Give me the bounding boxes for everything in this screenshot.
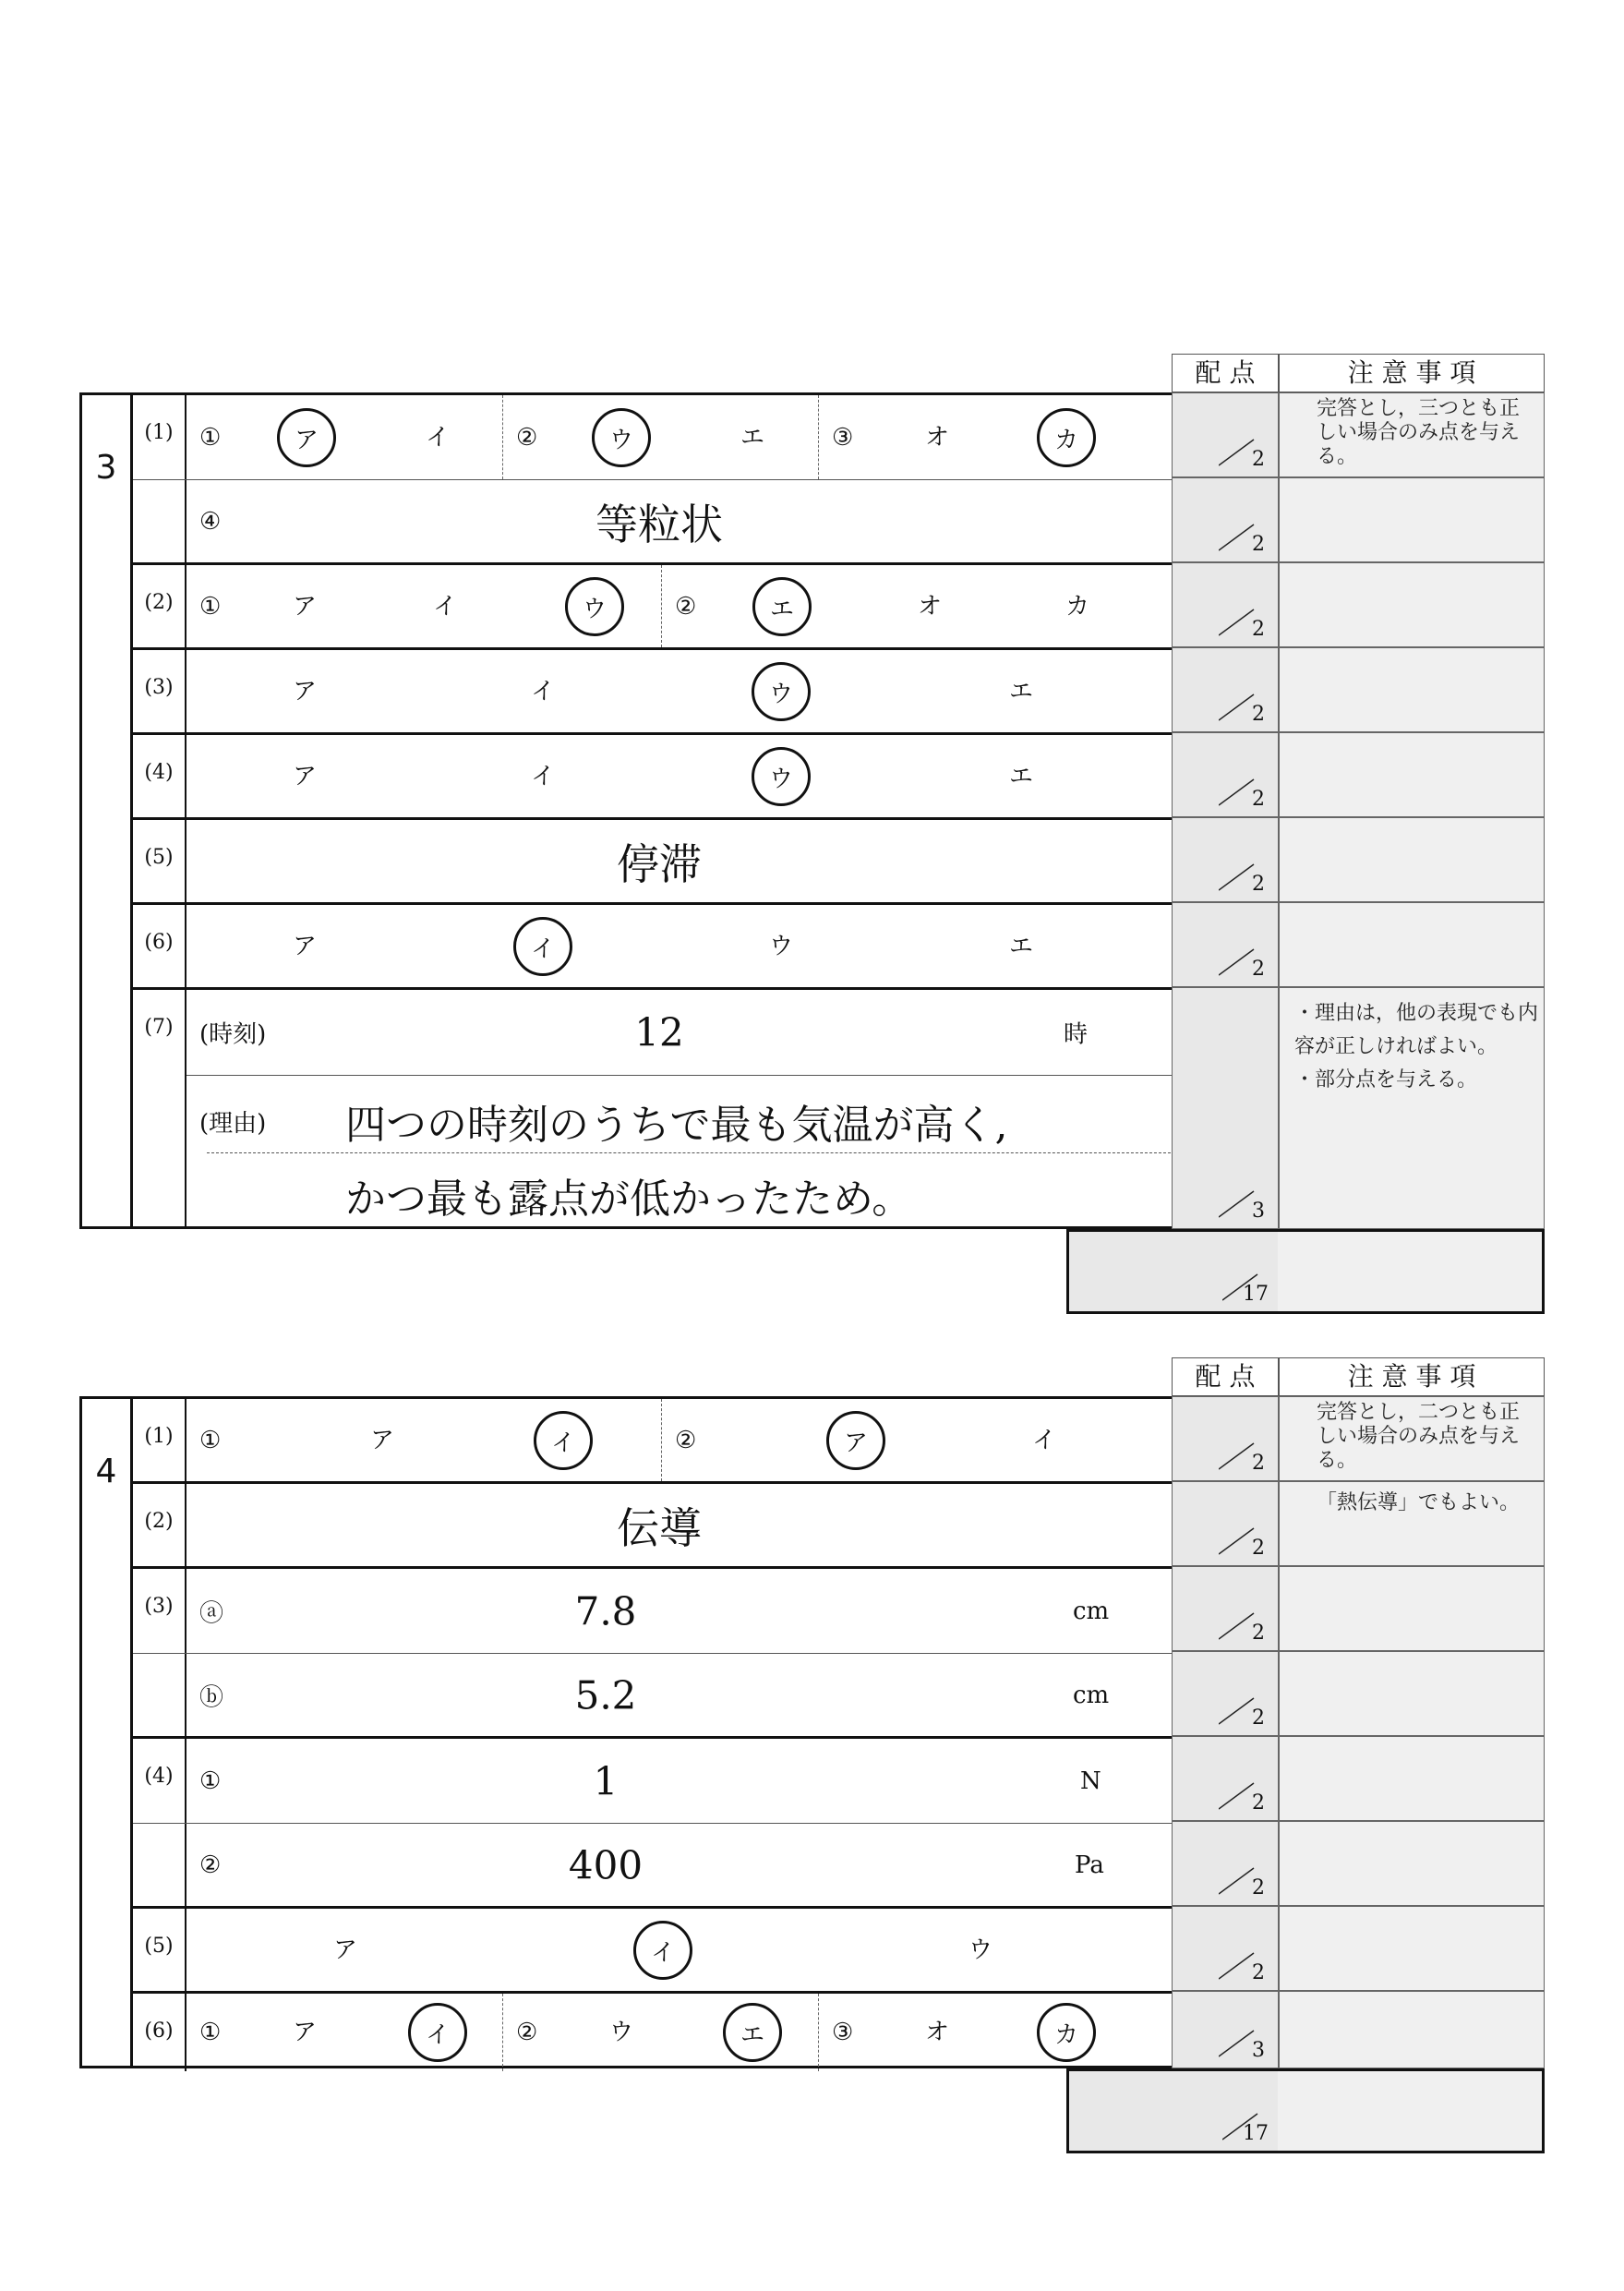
choice-mark: ② bbox=[675, 592, 697, 621]
answer-grid bbox=[133, 392, 1212, 1229]
score-column-4 bbox=[1172, 1396, 1545, 2068]
q3-row bbox=[133, 650, 1209, 735]
note-cell: 「熱伝導」でもよい。 bbox=[1279, 1481, 1545, 1566]
choice-selected[interactable]: イ bbox=[534, 1411, 593, 1470]
choice-selected[interactable]: イ bbox=[408, 2003, 467, 2062]
answer-text[interactable]: 等粒状 bbox=[595, 499, 723, 549]
choice-selected[interactable]: カ bbox=[1037, 408, 1096, 467]
choice[interactable]: イ bbox=[432, 592, 457, 621]
points-cell: 2 bbox=[1172, 647, 1279, 732]
choice[interactable]: イ bbox=[425, 423, 450, 452]
points-cell: 2 bbox=[1172, 1906, 1279, 1991]
choice-mark: ③ bbox=[832, 2019, 854, 2046]
choice-selected[interactable]: エ bbox=[723, 2003, 782, 2062]
choice-selected[interactable]: ウ bbox=[592, 408, 651, 467]
choice[interactable]: ウ bbox=[968, 1935, 992, 1964]
note-cell bbox=[1279, 987, 1545, 1229]
choice[interactable]: エ bbox=[1008, 677, 1033, 705]
choice[interactable]: ア bbox=[292, 677, 317, 705]
points-cell: 2 bbox=[1172, 1736, 1279, 1821]
choice-mark: ① bbox=[199, 423, 222, 452]
choice[interactable]: エ bbox=[1008, 932, 1033, 960]
points-cell: 3 bbox=[1172, 987, 1279, 1229]
points-cell: 2 bbox=[1172, 817, 1279, 902]
choice-selected[interactable]: カ bbox=[1037, 2003, 1096, 2062]
note-cell bbox=[1279, 1906, 1545, 1991]
choice[interactable]: オ bbox=[924, 2019, 949, 2046]
sub-mark: ① bbox=[199, 1766, 222, 1795]
choice[interactable]: ア bbox=[292, 592, 317, 621]
points-cell: 2 bbox=[1172, 562, 1279, 647]
answer-grid bbox=[133, 1396, 1212, 2068]
q4-row bbox=[133, 735, 1209, 820]
points-cell: 3 bbox=[1172, 1991, 1279, 2068]
question-label: (2) bbox=[133, 565, 186, 647]
reason-line-1[interactable]: 四つの時刻のうちで最も気温が高く, bbox=[345, 1102, 1008, 1149]
note-cell bbox=[1279, 1566, 1545, 1651]
q5-row bbox=[133, 1909, 1209, 1994]
points-cell: 2 bbox=[1172, 392, 1279, 477]
q3a-row bbox=[133, 1569, 1209, 1654]
question-label: (5) bbox=[133, 1909, 186, 1991]
points-cell: 2 bbox=[1172, 732, 1279, 817]
choice[interactable]: イ bbox=[1031, 1426, 1056, 1454]
note-cell bbox=[1279, 647, 1545, 732]
unit: Pa bbox=[1075, 1851, 1104, 1879]
note-cell bbox=[1279, 562, 1545, 647]
choice[interactable]: ア bbox=[369, 1426, 394, 1454]
points-cell: 2 bbox=[1172, 1651, 1279, 1736]
points-cell: 2 bbox=[1172, 1566, 1279, 1651]
question-label-spacer bbox=[133, 1824, 186, 1906]
reason-divider bbox=[207, 1152, 1189, 1153]
q7-row bbox=[133, 990, 1209, 1226]
note-cell bbox=[1279, 732, 1545, 817]
points-cell: 2 bbox=[1172, 1481, 1279, 1566]
sub-mark: ⓐ bbox=[199, 1599, 224, 1627]
question-label-spacer bbox=[133, 480, 186, 562]
answer-value[interactable]: 1 bbox=[593, 1758, 619, 1803]
question-label: (4) bbox=[133, 1739, 186, 1823]
note-cell bbox=[1279, 1736, 1545, 1821]
note-cell bbox=[1279, 477, 1545, 562]
points-cell: 2 bbox=[1172, 902, 1279, 987]
section-number: 4 bbox=[79, 1396, 133, 2068]
points-header: 配 点 bbox=[1172, 1357, 1279, 1396]
answer-value[interactable]: 7.8 bbox=[574, 1588, 637, 1634]
q4a-row bbox=[133, 1739, 1209, 1824]
time-label: (時刻) bbox=[199, 1020, 267, 1049]
points-cell: 2 bbox=[1172, 1396, 1279, 1481]
answer-value[interactable]: 5.2 bbox=[574, 1672, 637, 1718]
choice[interactable]: エ bbox=[740, 423, 764, 452]
question-label-spacer bbox=[133, 1654, 186, 1736]
q2-row bbox=[133, 1484, 1209, 1569]
choice[interactable]: ア bbox=[292, 932, 317, 960]
score-column-3 bbox=[1172, 392, 1545, 1229]
question-label: (6) bbox=[133, 905, 186, 987]
unit: cm bbox=[1073, 1681, 1110, 1709]
choice-mark: ② bbox=[516, 2019, 538, 2046]
choice-mark: ③ bbox=[832, 423, 854, 452]
choice-selected[interactable]: イ bbox=[513, 917, 572, 976]
choice[interactable]: ア bbox=[332, 1935, 357, 1964]
answer-value[interactable]: 400 bbox=[568, 1842, 644, 1887]
choice[interactable]: ア bbox=[292, 762, 317, 790]
sub-mark: ⓑ bbox=[199, 1683, 224, 1711]
unit: N bbox=[1080, 1766, 1101, 1795]
total-score: 17 bbox=[1243, 1283, 1269, 1306]
choice-mark: ② bbox=[516, 423, 538, 452]
question-label: (5) bbox=[133, 820, 186, 902]
question-label: (3) bbox=[133, 1569, 186, 1653]
note-cell: 完答とし，三つとも正しい場合のみ点を与える。 bbox=[1279, 392, 1545, 477]
choice[interactable]: ウ bbox=[608, 2019, 633, 2046]
note-line: ・部分点を与える。 bbox=[1294, 1068, 1478, 1091]
choice[interactable]: カ bbox=[1065, 592, 1089, 621]
choice[interactable]: エ bbox=[1008, 762, 1033, 790]
q2-row bbox=[133, 565, 1209, 650]
note-cell bbox=[1279, 902, 1545, 987]
unit: cm bbox=[1073, 1597, 1110, 1625]
choice-selected[interactable]: ア bbox=[277, 408, 336, 467]
question-label: (3) bbox=[133, 650, 186, 732]
q5-row bbox=[133, 820, 1209, 905]
answer-text[interactable]: 停滞 bbox=[617, 838, 702, 889]
note-cell bbox=[1279, 1821, 1545, 1906]
choice[interactable]: オ bbox=[917, 592, 942, 621]
q6-row bbox=[133, 905, 1209, 990]
total-score: 17 bbox=[1243, 2122, 1269, 2145]
note-cell bbox=[1279, 1651, 1545, 1736]
choice-mark: ① bbox=[199, 2019, 222, 2046]
note-line: ・理由は，他の表現でも内容が正しければよい。 bbox=[1294, 1002, 1539, 1058]
time-unit: 時 bbox=[1064, 1020, 1089, 1049]
choice-mark: ① bbox=[199, 1426, 222, 1454]
choice[interactable]: イ bbox=[530, 677, 555, 705]
answer-text[interactable]: 伝導 bbox=[617, 1502, 702, 1553]
section-4-total bbox=[1066, 2068, 1545, 2153]
notes-header: 注 意 事 項 bbox=[1279, 1357, 1545, 1396]
choice[interactable]: イ bbox=[530, 762, 555, 790]
notes-header: 注 意 事 項 bbox=[1279, 354, 1545, 392]
sub-mark: ② bbox=[199, 1851, 222, 1879]
choice[interactable]: ウ bbox=[768, 932, 793, 960]
section-3-total bbox=[1066, 1229, 1545, 1314]
q1-row bbox=[133, 1399, 1209, 1484]
question-label: (1) bbox=[133, 395, 186, 479]
question-label: (4) bbox=[133, 735, 186, 817]
time-answer[interactable]: 12 bbox=[634, 1009, 684, 1055]
note-cell bbox=[1279, 817, 1545, 902]
choice-selected[interactable]: エ bbox=[752, 577, 812, 636]
reason-label: (理由) bbox=[199, 1110, 267, 1138]
question-label: (2) bbox=[133, 1484, 186, 1566]
choice-selected[interactable]: ア bbox=[826, 1411, 885, 1470]
points-cell: 2 bbox=[1172, 1821, 1279, 1906]
q6-row bbox=[133, 1994, 1209, 2071]
choice[interactable]: ア bbox=[292, 2019, 317, 2046]
reason-line-2[interactable]: かつ最も露点が低かったため。 bbox=[345, 1176, 913, 1223]
q1-sub4-row bbox=[133, 480, 1209, 565]
note-cell: 完答とし，二つとも正しい場合のみ点を与える。 bbox=[1279, 1396, 1545, 1481]
choice[interactable]: オ bbox=[924, 423, 949, 452]
choice-selected[interactable]: ウ bbox=[752, 747, 811, 806]
question-label: (7) bbox=[133, 990, 186, 1226]
question-label: (6) bbox=[133, 1994, 186, 2071]
choice-selected[interactable]: ウ bbox=[752, 662, 811, 721]
choice-mark: ② bbox=[675, 1426, 697, 1454]
points-cell: 2 bbox=[1172, 477, 1279, 562]
section-number: 3 bbox=[79, 392, 133, 1229]
choice-mark: ① bbox=[199, 592, 222, 621]
note-cell bbox=[1279, 1991, 1545, 2068]
question-label: (1) bbox=[133, 1399, 186, 1481]
choice-selected[interactable]: ウ bbox=[565, 577, 624, 636]
sub-mark: ④ bbox=[199, 507, 222, 536]
q3b-row bbox=[133, 1654, 1209, 1739]
choice-selected[interactable]: イ bbox=[633, 1921, 692, 1980]
q1-row bbox=[133, 395, 1209, 480]
q4b-row bbox=[133, 1824, 1209, 1909]
points-header: 配 点 bbox=[1172, 354, 1279, 392]
